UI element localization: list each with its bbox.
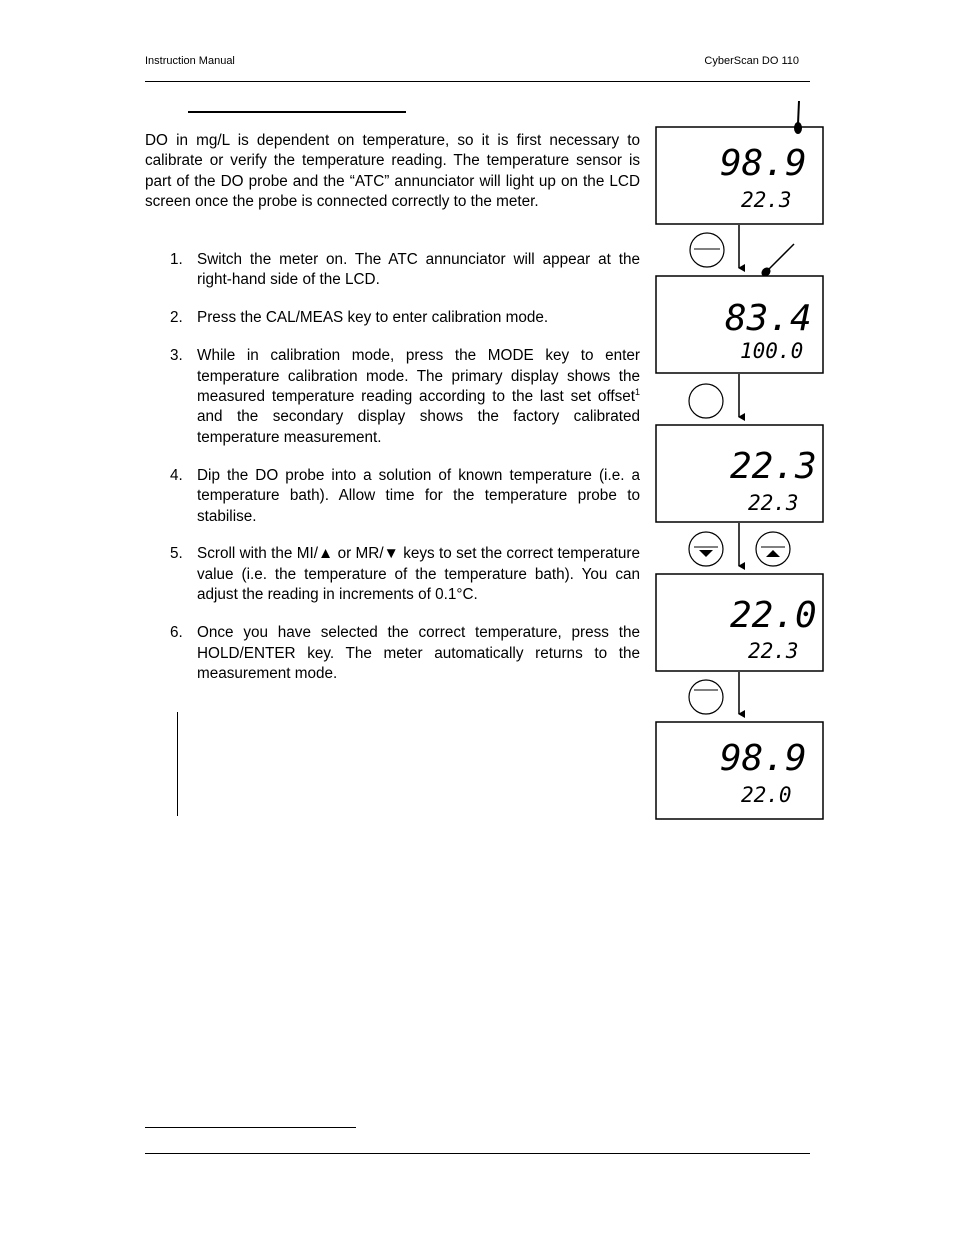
lcd-secondary-reading: 22.3 (741, 188, 792, 212)
header-right-text: CyberScan DO 110 (704, 55, 799, 67)
lcd-secondary-reading: 22.3 (748, 491, 799, 515)
lcd-secondary-reading: 22.0 (741, 783, 792, 807)
up-key-icon (756, 532, 790, 566)
calibration-flow-diagram (640, 95, 840, 835)
step-6 (170, 623, 640, 684)
step-number: 6. (170, 624, 183, 642)
lcd-display-2 (656, 276, 823, 373)
down-key-icon (689, 532, 723, 566)
step-1 (170, 250, 640, 291)
header-rule (145, 81, 810, 82)
enter-key-icon (689, 680, 723, 714)
footnote-separator (145, 1127, 356, 1128)
thermometer-probe-icon (760, 244, 794, 278)
intro-paragraph: DO in mg/L is dependent on temperature, so it is first necessary to calibrate or verify the temperature reading. The temperature sensor is part of the DO probe and the “ATC” annunciator will light up on the LCD screen once the probe is connected correctly to the meter. (145, 132, 640, 211)
step-text-part-b: and the secondary display shows the factory calibrated temperature measurement. (197, 408, 640, 446)
lcd-display-4 (656, 574, 823, 671)
revision-change-bar (177, 712, 178, 816)
section-title-underline (188, 111, 406, 113)
footer-rule (145, 1153, 810, 1154)
step-3 (170, 346, 640, 448)
lcd-primary-reading: 98.9 (720, 738, 807, 779)
footnote-reference: 1 (634, 386, 640, 397)
step-number: 4. (170, 466, 183, 484)
step-number: 5. (170, 545, 183, 563)
cal-meas-key-icon (690, 233, 724, 267)
lcd-primary-reading: 22.3 (730, 446, 817, 487)
step-text: Once you have selected the correct temperature, press the HOLD/ENTER key. The meter automatically returns to the measurement mode. (197, 624, 640, 682)
step-text: Switch the meter on. The ATC annunciator will appear at the right-hand side of the LCD. (197, 251, 640, 289)
lcd-secondary-reading: 22.3 (748, 639, 799, 663)
lcd-primary-reading: 98.9 (720, 143, 807, 184)
mode-key-icon (689, 384, 723, 418)
lcd-display-1 (656, 127, 823, 224)
step-number: 3. (170, 347, 183, 365)
step-text: Press the CAL/MEAS key to enter calibration mode. (197, 309, 549, 327)
lcd-display-5 (656, 722, 823, 819)
calibration-steps (170, 250, 640, 702)
step-2 (170, 308, 640, 328)
lcd-display-3 (656, 425, 823, 522)
lcd-primary-reading: 22.0 (730, 595, 817, 636)
step-text-part-a: While in calibration mode, press the MODE key to enter temperature calibration mode. The primary display shows the measured temperature reading according to the last set offset (197, 347, 640, 406)
step-5 (170, 544, 640, 605)
step-text: Scroll with the MI/▲ or MR/▼ keys to set the correct temperature value (i.e. the temperature of the temperature bath). You can adjust the reading in increments of 0.1°C. (197, 545, 640, 604)
step-text: Dip the DO probe into a solution of known temperature (i.e. a temperature bath). Allow time for the temperature probe to stabilise. (197, 466, 640, 525)
lcd-secondary-reading: 100.0 (740, 339, 804, 363)
step-number: 2. (170, 309, 183, 327)
thermometer-probe-icon (794, 101, 802, 134)
lcd-primary-reading: 83.4 (725, 298, 812, 339)
step-4 (170, 466, 640, 527)
header-left-text: Instruction Manual (145, 55, 235, 67)
step-number: 1. (170, 251, 183, 268)
